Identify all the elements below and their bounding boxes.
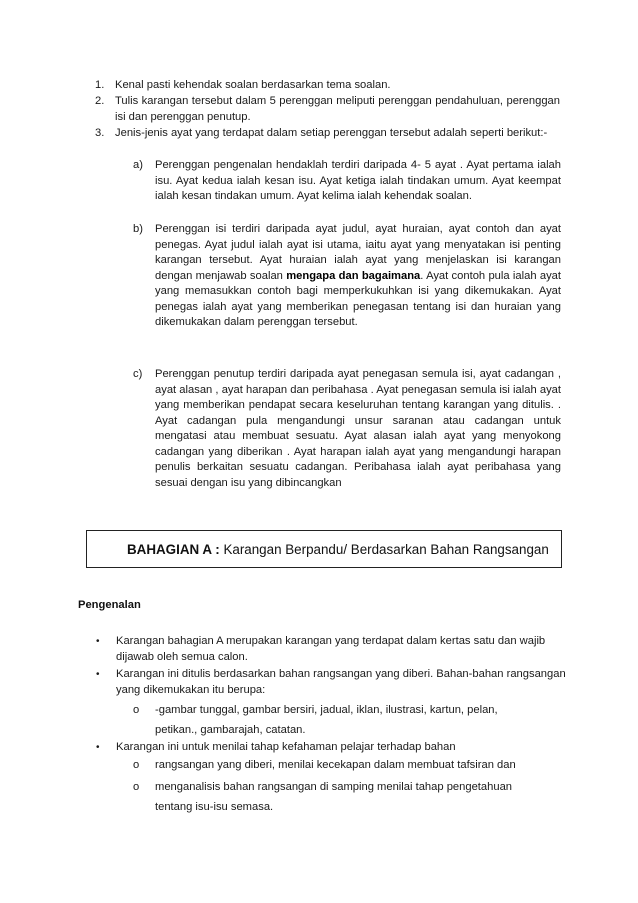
- circle-item-3: [133, 777, 543, 817]
- bullet-text: Karangan bahagian A merupakan karangan yang terdapat dalam kertas satu dan wajib dijawab oleh semua calon.: [116, 635, 546, 663]
- list-marker: 3.: [95, 127, 105, 139]
- bullet-text: Karangan ini untuk menilai tahap kefahaman pelajar terhadap bahan: [116, 741, 456, 753]
- sub-item-a: [133, 158, 561, 205]
- circle-marker: o: [133, 781, 140, 793]
- circle-text: rangsangan yang diberi, menilai kecekapan dalam membuat tafsiran dan: [155, 759, 516, 771]
- list-marker: b): [133, 223, 143, 235]
- list-text: Perenggan penutup terdiri daripada ayat penegasan semula isi, ayat cadangan , ayat alasan , ayat harapan dan peribahasa . Ayat penegasan semula isi ialah ayat yang memberikan pendapat secara keseluruhan tentang karangan yang ditulis. . Ayat cadangan pula mengandungi unsur saranan atau cadangan untuk mengatasi atau membuat sesuatu. Ayat alasan ialah ayat yang menyokong cadangan yang diberikan . Ayat harapan ialah ayat yang mengandungi harapan penulis berkaitan sesuatu cadangan. Peribahasa ialah ayat peribahasa yang sesuai dengan isu yang dibincangkan: [155, 368, 561, 489]
- section-heading: Pengenalan: [78, 599, 141, 611]
- sub-item-c: [133, 367, 561, 491]
- circle-text: menganalisis bahan rangsangan di samping menilai tahap pengetahuan tentang isu-isu semasa.: [155, 781, 513, 813]
- list-marker: a): [133, 159, 143, 171]
- bullet-marker: •: [96, 669, 100, 680]
- bullet-item-3: [96, 740, 566, 756]
- numbered-item-3: [95, 126, 560, 142]
- list-text: [155, 222, 561, 331]
- sub-item-b: [133, 222, 561, 331]
- section-title-text: Karangan Berpandu/ Berdasarkan Bahan Rangsangan: [219, 542, 549, 557]
- list-marker: 1.: [95, 79, 105, 91]
- bullet-marker: •: [96, 636, 100, 647]
- circle-item-1: [133, 700, 518, 740]
- circle-text: -gambar tunggal, gambar bersiri, jadual, iklan, ilustrasi, kartun, pelan, petikan., gambarajah, catatan.: [155, 704, 498, 736]
- text-run: Perenggan isi terdiri daripada ayat judul, ayat huraian, ayat contoh dan ayat penegas. Ayat judul ialah ayat isi utama, iaitu ayat yang menyatakan isi penting karangan tersebut. Ayat huraian ialah ayat yang menjelaskan isi karangan dengan menjawab soalan: [155, 223, 561, 282]
- circle-item-2: [133, 758, 553, 774]
- bold-text: mengapa dan bagaimana: [286, 269, 421, 282]
- bullet-item-2: [96, 667, 566, 698]
- section-title-box: [86, 530, 562, 568]
- circle-marker: o: [133, 759, 140, 771]
- numbered-item-2: [95, 94, 560, 125]
- bullet-marker: •: [96, 742, 100, 753]
- bullet-item-1: [96, 634, 566, 665]
- circle-marker: o: [133, 704, 140, 716]
- section-label: BAHAGIAN A :: [127, 542, 220, 557]
- list-text: Kenal pasti kehendak soalan berdasarkan tema soalan.: [115, 79, 391, 91]
- list-text: Tulis karangan tersebut dalam 5 perenggan meliputi perenggan pendahuluan, perenggan isi dan perenggan penutup.: [115, 95, 560, 123]
- list-marker: c): [133, 368, 143, 380]
- section-title: [127, 532, 549, 568]
- list-text: Jenis-jenis ayat yang terdapat dalam setiap perenggan tersebut adalah seperti berikut:-: [115, 127, 548, 139]
- list-text: Perenggan pengenalan hendaklah terdiri daripada 4- 5 ayat . Ayat pertama ialah isu. Ayat kedua ialah kesan isu. Ayat ketiga ialah tindakan umum. Ayat keempat ialah kesan tindakan umum. Ayat kelima ialah kehendak soalan.: [155, 159, 561, 202]
- text-run: . Ayat contoh pula ialah ayat yang memasukkan contoh bagi memperkukuhkan isi yang dikemukakan. Ayat penegas ialah ayat yang memberikan penegasan tentang isi dan huraian yang dikemukakan dalam perenggan tersebut.: [155, 269, 561, 328]
- numbered-item-1: [95, 78, 560, 94]
- list-marker: 2.: [95, 95, 105, 107]
- bullet-text: Karangan ini ditulis berdasarkan bahan rangsangan yang diberi. Bahan-bahan rangsangan yang dikemukakan itu berupa:: [116, 668, 566, 696]
